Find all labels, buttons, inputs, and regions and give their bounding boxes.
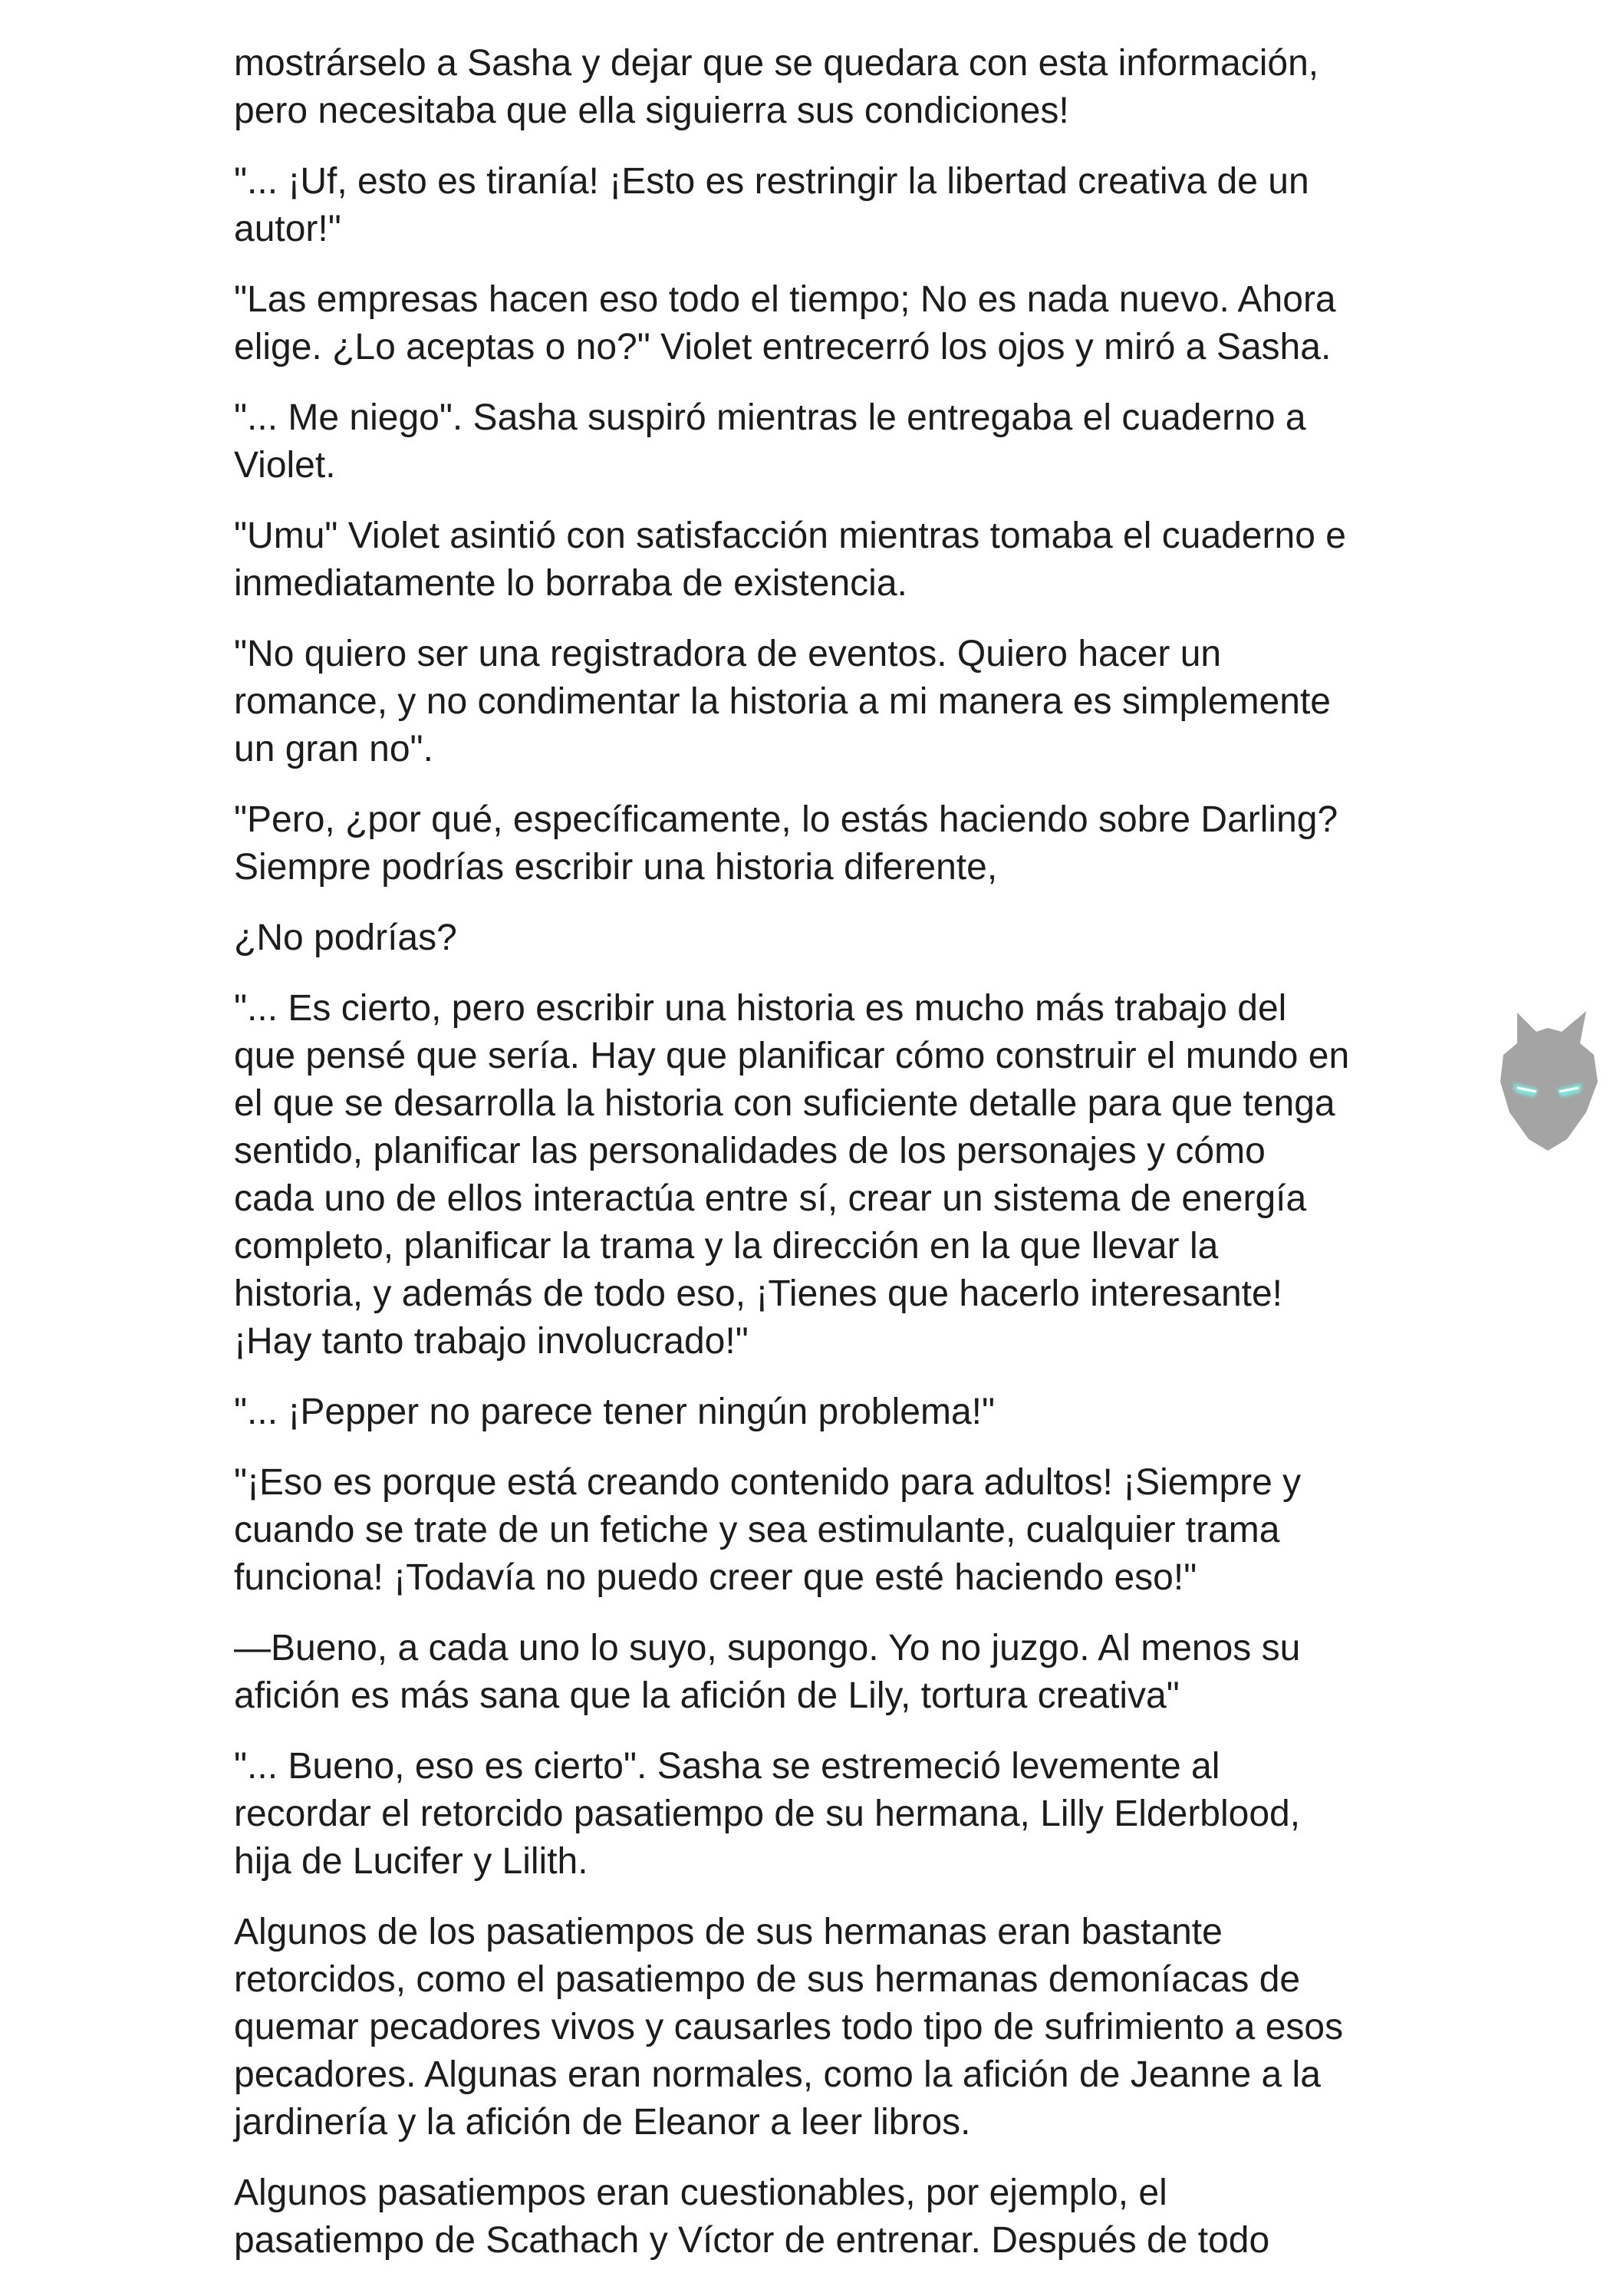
paragraph: ¿No podrías? xyxy=(234,917,457,958)
paragraph: "... ¡Uf, esto es tiranía! ¡Esto es restringir la libertad creativa de un autor!" xyxy=(234,161,1309,249)
paragraph: "Pero, ¿por qué, específicamente, lo estás haciendo sobre Darling? Siempre podrías escribir una historia diferente, xyxy=(234,799,1338,888)
paragraph: "Umu" Violet asintió con satisfacción mientras tomaba el cuaderno e inmediatamente lo borraba de existencia. xyxy=(234,516,1346,604)
paragraph: "... Bueno, eso es cierto". Sasha se estremeció levemente al recordar el retorcido pasatiempo de su hermana, Lilly Elderblood, hija de Lucifer y Lilith. xyxy=(234,1746,1301,1882)
paragraph: "... Me niego". Sasha suspiró mientras le entregaba el cuaderno a Violet. xyxy=(234,397,1306,486)
paragraph: mostrárselo a Sasha y dejar que se quedara con esta información, pero necesitaba que ella siguierra sus condiciones! xyxy=(234,43,1319,131)
paragraph: Algunos pasatiempos eran cuestionables, por ejemplo, el pasatiempo de Scathach y Víctor de entrenar. Después de todo xyxy=(234,2172,1270,2261)
paragraph: "... Es cierto, pero escribir una historia es mucho más trabajo del que pensé que sería. Hay que planificar cómo construir el mundo en el que se desarrolla la historia con suficiente detalle para que tenga sentido, planificar las personalidades de los personajes y cómo cada uno de ellos interactúa entre sí, crear un sistema de energía completo, planificar la trama y la dirección en la que llevar la historia, y además de todo eso, ¡Tienes que hacerlo interesante! ¡Hay tanto trabajo involucrado!" xyxy=(234,988,1350,1362)
paragraph: "¡Eso es porque está creando contenido para adultos! ¡Siempre y cuando se trate de un fetiche y sea estimulante, cualquier trama funciona! ¡Todavía no puedo creer que esté haciendo eso!" xyxy=(234,1462,1302,1598)
document-body xyxy=(234,40,1415,2288)
paragraph: "No quiero ser una registradora de eventos. Quiero hacer un romance, y no condimentar la historia a mi manera es simplemente un gran no". xyxy=(234,634,1331,769)
paragraph: "... ¡Pepper no parece tener ningún problema!" xyxy=(234,1392,996,1432)
paragraph: "Las empresas hacen eso todo el tiempo; No es nada nuevo. Ahora elige. ¿Lo aceptas o no?" Violet entrecerró los ojos y miró a Sasha. xyxy=(234,279,1336,367)
demon-head-icon xyxy=(1471,997,1623,1166)
paragraph: Algunos de los pasatiempos de sus hermanas eran bastante retorcidos, como el pasatiempo de sus hermanas demoníacas de quemar pecadores vivos y causarles todo tipo de sufrimiento a esos pecadores. Algunas eran normales, como la afición de Jeanne a la jardinería y la afición de Eleanor a leer libros. xyxy=(234,1912,1344,2143)
paragraph: —Bueno, a cada uno lo suyo, supongo. Yo no juzgo. Al menos su afición es más sana que la afición de Lily, tortura creativa" xyxy=(234,1628,1301,1716)
